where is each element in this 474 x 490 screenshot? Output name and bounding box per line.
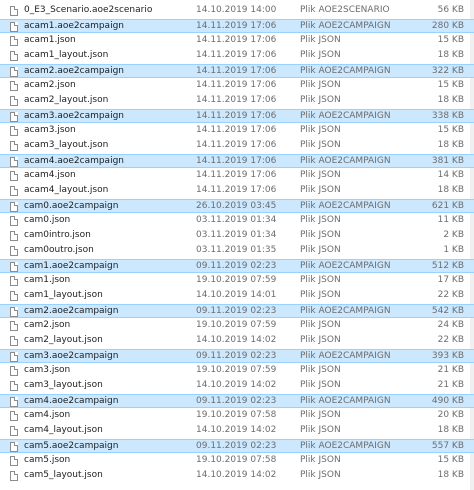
file-size: 18 KB — [437, 185, 464, 195]
file-name: cam5_layout.json — [24, 470, 103, 480]
file-icon — [10, 186, 18, 196]
file-date: 14.10.2019 14:02 — [196, 335, 277, 345]
file-date: 14.10.2019 14:00 — [196, 5, 277, 15]
file-date: 14.10.2019 14:02 — [196, 425, 277, 435]
file-date: 14.11.2019 17:06 — [196, 170, 277, 180]
file-type: Plik AOE2CAMPAIGN — [300, 396, 391, 406]
file-row[interactable] — [0, 199, 474, 213]
file-size: 21 KB — [437, 380, 464, 390]
file-date: 14.11.2019 17:06 — [196, 80, 277, 90]
file-date: 19.10.2019 07:58 — [196, 455, 277, 465]
file-type: Plik JSON — [300, 290, 341, 300]
file-row[interactable] — [0, 289, 474, 303]
file-name: acam1.json — [24, 35, 76, 45]
file-row[interactable] — [0, 349, 474, 363]
file-name: cam0outro.json — [24, 245, 94, 255]
file-row[interactable] — [0, 124, 474, 138]
file-size: 542 KB — [431, 306, 464, 316]
file-icon — [10, 81, 18, 91]
file-row[interactable] — [0, 34, 474, 48]
file-type: Plik JSON — [300, 80, 341, 90]
file-size: 15 KB — [437, 455, 464, 465]
file-date: 09.11.2019 02:23 — [196, 306, 277, 316]
file-date: 09.11.2019 02:23 — [196, 441, 277, 451]
file-icon — [10, 397, 18, 407]
file-row[interactable] — [0, 364, 474, 378]
file-name: cam2.aoe2campaign — [24, 306, 119, 316]
file-row[interactable] — [0, 139, 474, 153]
file-date: 14.11.2019 17:06 — [196, 50, 277, 60]
file-name: acam4_layout.json — [24, 185, 109, 195]
file-icon — [10, 262, 18, 272]
file-icon — [10, 246, 18, 256]
file-type: Plik AOE2CAMPAIGN — [300, 21, 391, 31]
file-name: cam0intro.json — [24, 230, 91, 240]
file-size: 20 KB — [437, 410, 464, 420]
file-icon — [10, 112, 18, 122]
file-size: 393 KB — [431, 351, 464, 361]
file-row[interactable] — [0, 4, 474, 18]
file-size: 15 KB — [437, 80, 464, 90]
file-size: 557 KB — [431, 441, 464, 451]
file-row[interactable] — [0, 19, 474, 33]
file-date: 19.10.2019 07:59 — [196, 320, 277, 330]
file-date: 19.10.2019 07:59 — [196, 275, 277, 285]
file-size: 2 KB — [443, 230, 464, 240]
file-date: 09.11.2019 02:23 — [196, 261, 277, 271]
file-icon — [10, 426, 18, 436]
file-name: cam5.aoe2campaign — [24, 441, 119, 451]
file-type: Plik AOE2SCENARIO — [300, 5, 390, 15]
file-size: 21 KB — [437, 365, 464, 375]
file-row[interactable] — [0, 424, 474, 438]
file-date: 14.10.2019 14:02 — [196, 470, 277, 480]
file-type: Plik AOE2CAMPAIGN — [300, 156, 391, 166]
file-icon — [10, 51, 18, 61]
file-name: acam1.aoe2campaign — [24, 21, 124, 31]
file-type: Plik JSON — [300, 140, 341, 150]
file-row[interactable] — [0, 214, 474, 228]
file-type: Plik JSON — [300, 365, 341, 375]
file-size: 322 KB — [431, 66, 464, 76]
file-icon — [10, 336, 18, 346]
file-size: 512 KB — [431, 261, 464, 271]
file-icon — [10, 307, 18, 317]
file-date: 14.11.2019 17:06 — [196, 21, 277, 31]
file-icon — [10, 171, 18, 181]
file-row[interactable] — [0, 244, 474, 258]
file-icon — [10, 141, 18, 151]
file-name: cam2_layout.json — [24, 335, 103, 345]
file-date: 14.10.2019 14:02 — [196, 380, 277, 390]
file-name: cam5.json — [24, 455, 71, 465]
file-date: 14.11.2019 17:06 — [196, 156, 277, 166]
file-icon — [10, 216, 18, 226]
file-name: cam4.json — [24, 410, 71, 420]
file-type: Plik JSON — [300, 50, 341, 60]
file-name: cam3.aoe2campaign — [24, 351, 119, 361]
file-size: 56 KB — [437, 5, 464, 15]
file-date: 03.11.2019 01:34 — [196, 230, 277, 240]
file-type: Plik JSON — [300, 215, 341, 225]
file-type: Plik AOE2CAMPAIGN — [300, 306, 391, 316]
file-icon — [10, 157, 18, 167]
file-name: acam2.json — [24, 80, 76, 90]
file-type: Plik JSON — [300, 455, 341, 465]
file-size: 621 KB — [431, 201, 464, 211]
file-row[interactable] — [0, 94, 474, 108]
file-type: Plik AOE2CAMPAIGN — [300, 66, 391, 76]
file-icon — [10, 366, 18, 376]
file-row[interactable] — [0, 394, 474, 408]
file-size: 18 KB — [437, 470, 464, 480]
file-row[interactable] — [0, 304, 474, 318]
file-name: acam3.json — [24, 125, 76, 135]
file-name: 0_E3_Scenario.aoe2scenario — [24, 5, 153, 15]
file-type: Plik JSON — [300, 410, 341, 420]
file-icon — [10, 96, 18, 106]
file-row[interactable] — [0, 454, 474, 468]
file-name: cam0.json — [24, 215, 71, 225]
file-name: cam1_layout.json — [24, 290, 103, 300]
file-date: 14.11.2019 17:06 — [196, 35, 277, 45]
file-type: Plik JSON — [300, 170, 341, 180]
file-type: Plik JSON — [300, 335, 341, 345]
file-date: 09.11.2019 02:23 — [196, 351, 277, 361]
file-icon — [10, 456, 18, 466]
file-row[interactable] — [0, 154, 474, 168]
file-row[interactable] — [0, 184, 474, 198]
file-size: 17 KB — [437, 275, 464, 285]
file-date: 14.11.2019 17:06 — [196, 140, 277, 150]
file-date: 14.11.2019 17:06 — [196, 95, 277, 105]
file-name: cam1.json — [24, 275, 71, 285]
file-date: 03.11.2019 01:34 — [196, 215, 277, 225]
file-type: Plik AOE2CAMPAIGN — [300, 351, 391, 361]
file-size: 18 KB — [437, 425, 464, 435]
file-date: 09.11.2019 02:23 — [196, 396, 277, 406]
file-date: 14.11.2019 17:06 — [196, 125, 277, 135]
file-name: cam1.aoe2campaign — [24, 261, 119, 271]
file-icon — [10, 321, 18, 331]
file-row[interactable] — [0, 169, 474, 183]
file-name: cam2.json — [24, 320, 71, 330]
file-icon — [10, 67, 18, 77]
file-row[interactable] — [0, 259, 474, 273]
file-icon — [10, 291, 18, 301]
file-name: acam4.aoe2campaign — [24, 156, 124, 166]
file-icon — [10, 202, 18, 212]
file-date: 14.11.2019 17:06 — [196, 66, 277, 76]
file-name: acam1_layout.json — [24, 50, 109, 60]
file-size: 381 KB — [431, 156, 464, 166]
file-row[interactable] — [0, 64, 474, 78]
file-date: 26.10.2019 03:45 — [196, 201, 277, 211]
file-name: cam3.json — [24, 365, 71, 375]
file-row[interactable] — [0, 79, 474, 93]
file-icon — [10, 411, 18, 421]
file-type: Plik JSON — [300, 470, 341, 480]
file-row[interactable] — [0, 109, 474, 123]
file-type: Plik JSON — [300, 35, 341, 45]
file-type: Plik JSON — [300, 380, 341, 390]
file-size: 15 KB — [437, 35, 464, 45]
file-date: 14.11.2019 17:06 — [196, 111, 277, 121]
file-type: Plik JSON — [300, 95, 341, 105]
file-size: 15 KB — [437, 125, 464, 135]
file-size: 338 KB — [431, 111, 464, 121]
file-row[interactable] — [0, 229, 474, 243]
file-icon — [10, 471, 18, 481]
file-date: 19.10.2019 07:58 — [196, 410, 277, 420]
file-date: 19.10.2019 07:59 — [196, 365, 277, 375]
file-name: cam0.aoe2campaign — [24, 201, 119, 211]
file-type: Plik AOE2CAMPAIGN — [300, 441, 391, 451]
file-type: Plik JSON — [300, 125, 341, 135]
file-icon — [10, 36, 18, 46]
file-row[interactable] — [0, 49, 474, 63]
file-name: cam4.aoe2campaign — [24, 396, 119, 406]
file-type: Plik AOE2CAMPAIGN — [300, 111, 391, 121]
file-row[interactable] — [0, 379, 474, 393]
file-type: Plik JSON — [300, 230, 341, 240]
file-size: 18 KB — [437, 95, 464, 105]
file-name: acam4.json — [24, 170, 76, 180]
file-type: Plik JSON — [300, 185, 341, 195]
file-size: 22 KB — [437, 290, 464, 300]
file-size: 18 KB — [437, 50, 464, 60]
file-type: Plik JSON — [300, 320, 341, 330]
file-name: acam3_layout.json — [24, 140, 109, 150]
file-size: 280 KB — [431, 21, 464, 31]
file-icon — [10, 126, 18, 136]
file-type: Plik AOE2CAMPAIGN — [300, 201, 391, 211]
file-row[interactable] — [0, 319, 474, 333]
file-name: cam4_layout.json — [24, 425, 103, 435]
file-type: Plik JSON — [300, 425, 341, 435]
file-type: Plik AOE2CAMPAIGN — [300, 261, 391, 271]
file-row[interactable] — [0, 334, 474, 348]
file-name: acam2_layout.json — [24, 95, 109, 105]
file-row[interactable] — [0, 274, 474, 288]
file-name: cam3_layout.json — [24, 380, 103, 390]
file-name: acam2.aoe2campaign — [24, 66, 124, 76]
file-date: 14.10.2019 14:01 — [196, 290, 277, 300]
file-row[interactable] — [0, 409, 474, 423]
file-icon — [10, 381, 18, 391]
file-icon — [10, 231, 18, 241]
file-size: 24 KB — [437, 320, 464, 330]
file-size: 18 KB — [437, 140, 464, 150]
file-icon — [10, 6, 18, 16]
file-size: 11 KB — [437, 215, 464, 225]
file-type: Plik JSON — [300, 245, 341, 255]
file-date: 03.11.2019 01:35 — [196, 245, 277, 255]
file-size: 490 KB — [431, 396, 464, 406]
file-date: 14.11.2019 17:06 — [196, 185, 277, 195]
file-row[interactable] — [0, 439, 474, 453]
file-icon — [10, 352, 18, 362]
file-name: acam3.aoe2campaign — [24, 111, 124, 121]
file-size: 1 KB — [443, 245, 464, 255]
file-icon — [10, 276, 18, 286]
file-icon — [10, 442, 18, 452]
file-size: 22 KB — [437, 335, 464, 345]
file-icon — [10, 22, 18, 32]
file-type: Plik JSON — [300, 275, 341, 285]
file-size: 14 KB — [437, 170, 464, 180]
file-row[interactable] — [0, 469, 474, 483]
